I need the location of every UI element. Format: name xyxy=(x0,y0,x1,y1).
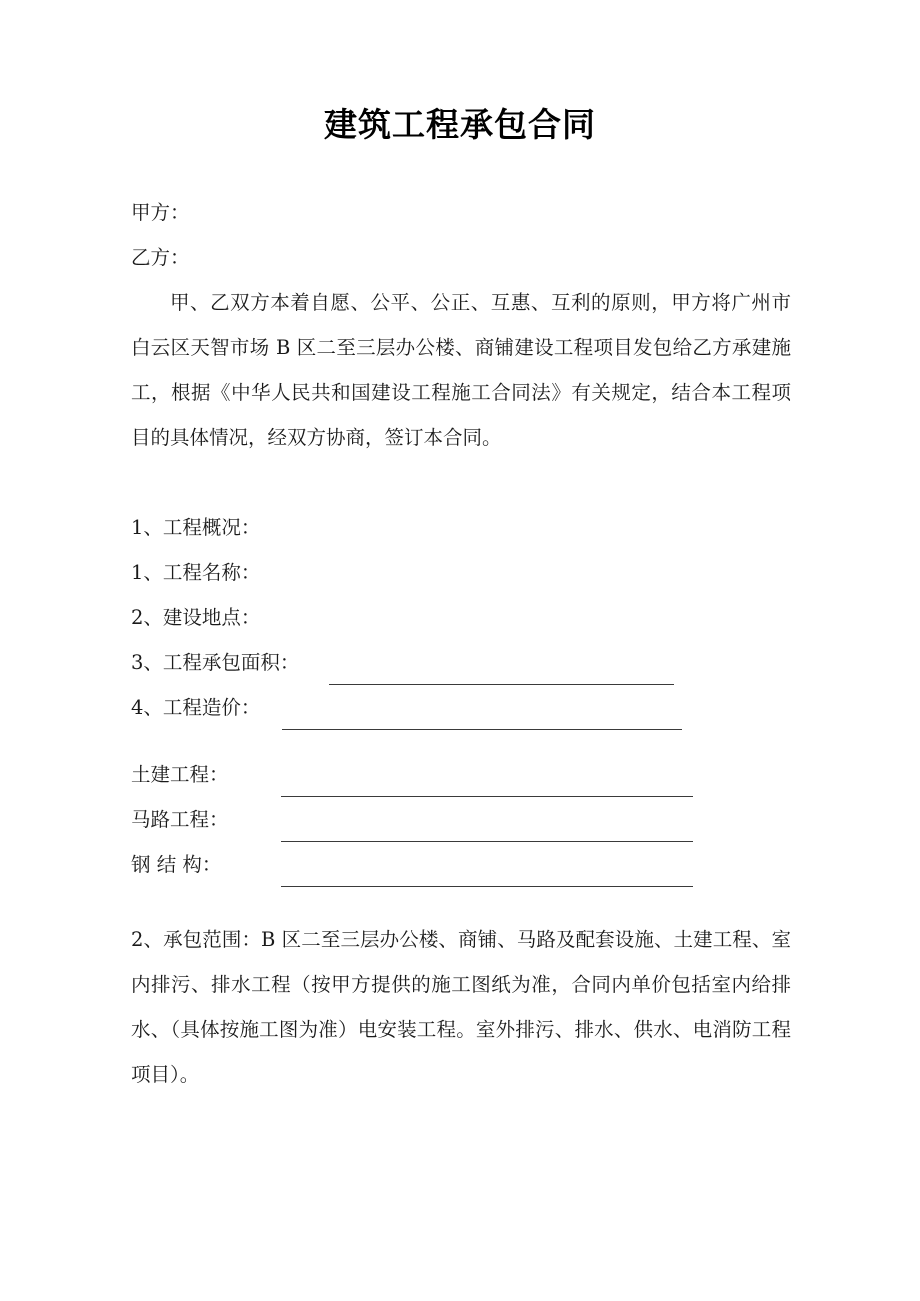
spacer-before-breakdown xyxy=(131,730,791,752)
field-construction-site: 2、建设地点： xyxy=(131,606,261,629)
field-project-cost-label: 4、工程造价： xyxy=(131,696,261,719)
section-two-paragraph: 2、承包范围：B 区二至三层办公楼、商铺、马路及配套设施、土建工程、室内排污、排水工程（按甲方提供的施工图纸为准，合同内单价包括室内给排水、（具体按施工图为准）电安装工程。室外排污、排水、供水、电消防工程项目）。 xyxy=(131,928,791,1086)
section-one-heading: 1、工程概况： xyxy=(131,516,261,539)
field-steel-structure-blank[interactable] xyxy=(281,853,693,887)
field-project-cost-blank[interactable] xyxy=(282,696,682,730)
field-contract-area xyxy=(131,640,791,685)
field-contract-area-label: 3、工程承包面积： xyxy=(131,651,300,674)
field-civil-works-label: 土建工程： xyxy=(131,763,229,786)
field-road-works-blank[interactable] xyxy=(281,808,693,842)
field-project-cost xyxy=(131,685,791,730)
party-b-label: 乙方： xyxy=(131,246,190,269)
preamble-paragraph: 甲、乙双方本着自愿、公平、公正、互惠、互利的原则，甲方将广州市白云区天智市场 B 区二至三层办公楼、商铺建设工程项目发包给乙方承建施工，根据《中华人民共和国建设工程施工合同法》有关规定，结合本工程项目的具体情况，经双方协商，签订本合同。 xyxy=(131,291,791,449)
field-civil-works xyxy=(131,752,791,797)
field-road-works-label: 马路工程： xyxy=(131,808,229,831)
field-contract-area-blank[interactable] xyxy=(329,651,674,685)
spacer-after-preamble xyxy=(131,460,791,505)
spacer-before-section-two xyxy=(131,887,791,917)
field-steel-structure xyxy=(131,842,791,887)
document-body xyxy=(131,190,791,1097)
field-steel-structure-label: 钢 结 构： xyxy=(131,853,222,876)
page-title: 建筑工程承包合同 xyxy=(324,105,596,144)
field-road-works xyxy=(131,797,791,842)
field-civil-works-blank[interactable] xyxy=(281,763,693,797)
field-project-name: 1、工程名称： xyxy=(131,561,261,584)
party-a-label: 甲方： xyxy=(131,201,190,224)
